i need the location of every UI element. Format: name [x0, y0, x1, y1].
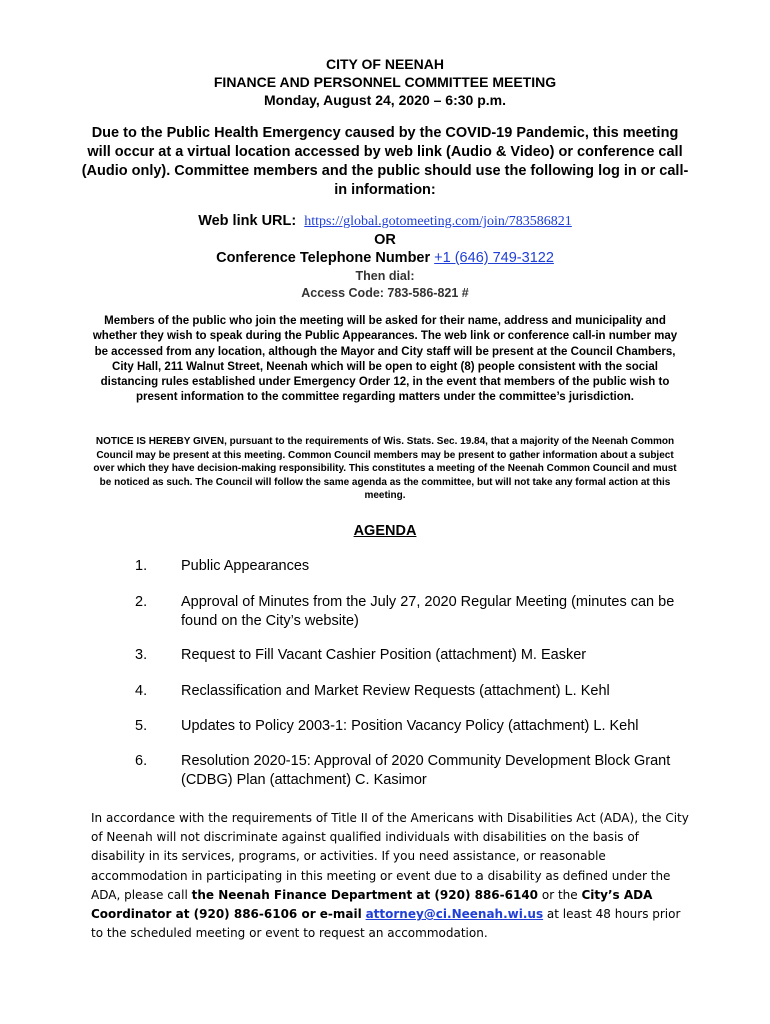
agenda-item-text: Public Appearances — [181, 558, 310, 574]
agenda-item-text: Updates to Policy 2003-1: Position Vacancy Policy (attachment) L. Kehl — [181, 718, 639, 734]
finance-department-contact: the Neenah Finance Department at (920) 886-6140 — [191, 887, 539, 902]
committee-name: FINANCE AND PERSONNEL COMMITTEE MEETING — [213, 74, 557, 90]
notice-given: NOTICE IS HEREBY GIVEN, pursuant to the requirements of Wis. Stats. Sec. 19.84, that a majority of the Neenah Common Council may be present at this meeting. Common Council members may be present to gather information about a subject over which they have decision-making responsibility. This constitutes a meeting of the Neenah Common Council and must be noticed as such. The Council will follow the same agenda as the committee, but will not take any formal action at this meeting. — [93, 436, 677, 502]
agenda-item-text: Resolution 2020-15: Approval of 2020 Community Development Block Grant (CDBG) Plan (attachment) C. Kasimor — [181, 753, 671, 788]
agenda-item-number: 1. — [135, 558, 148, 574]
agenda-item-text: Approval of Minutes from the July 27, 2020 Regular Meeting (minutes can be found on the City’s website) — [181, 594, 675, 629]
agenda-item-number: 3. — [135, 647, 148, 663]
web-link-label: Web link URL: — [198, 213, 297, 229]
meeting-header — [80, 55, 690, 109]
then-dial: Then dial: — [355, 269, 415, 283]
access-code: Access Code: 783-586-821 # — [301, 286, 469, 300]
ada-text-part2: or the — [538, 887, 582, 902]
ada-statement — [91, 809, 691, 943]
city-name: CITY OF NEENAH — [326, 56, 444, 72]
ada-text-part1: In accordance with the requirements of Title II of the Americans with Disabilities Act (ADA), the City of Neenah will not discriminate against qualified individuals with disabilities on the basis of disability in its services, programs, or activities. If you need assistance, or reasonable accommodation in participating in this meeting or event due to a disability as defined under the ADA, please call — [91, 811, 689, 902]
agenda-title: AGENDA — [353, 523, 417, 539]
phone-number-link[interactable]: +1 (646) 749-3122 — [434, 250, 554, 266]
agenda-item-number: 4. — [135, 683, 148, 699]
agenda-item-number: 6. — [135, 753, 148, 769]
members-notice: Members of the public who join the meeting will be asked for their name, address and municipality and whether they wish to speak during the Public Appearances. The web link or conference call-in number may be accessed from any location, although the Mayor and City staff will be present at the Council Chambers, City Hall, 211 Walnut Street, Neenah which will be open to eight (8) people consistent with the social distancing rules established under Emergency Order 12, in the event that members of the public wish to present information to the committee regarding matters under the committee’s jurisdiction. — [92, 315, 678, 404]
agenda-item-text: Reclassification and Market Review Requests (attachment) L. Kehl — [181, 683, 610, 699]
ada-email-link[interactable]: attorney@ci.Neenah.wi.us — [365, 907, 544, 922]
web-link-line — [80, 212, 690, 231]
agenda-item-number: 5. — [135, 718, 148, 734]
web-link-url[interactable]: https://global.gotomeeting.com/join/783586821 — [304, 214, 572, 229]
ada-text-part3: at least 48 hours prior to the scheduled meeting or event to request an accommodation. — [91, 907, 681, 941]
ada-coordinator-contact: City’s ADA Coordinator at (920) 886-6106 or e-mail — [91, 887, 653, 922]
or-separator: OR — [374, 232, 396, 248]
agenda-item-number: 2. — [135, 594, 148, 610]
meeting-date: Monday, August 24, 2020 – 6:30 p.m. — [264, 92, 506, 108]
phone-label: Conference Telephone Number — [216, 250, 431, 266]
covid-notice: Due to the Public Health Emergency caused by the COVID-19 Pandemic, this meeting will occur at a virtual location accessed by web link (Audio & Video) or conference call (Audio only). Committee members and the public should use the following log in or call-in information: — [81, 125, 689, 198]
agenda-item-text: Request to Fill Vacant Cashier Position (attachment) M. Easker — [181, 647, 587, 663]
phone-line — [80, 249, 690, 268]
